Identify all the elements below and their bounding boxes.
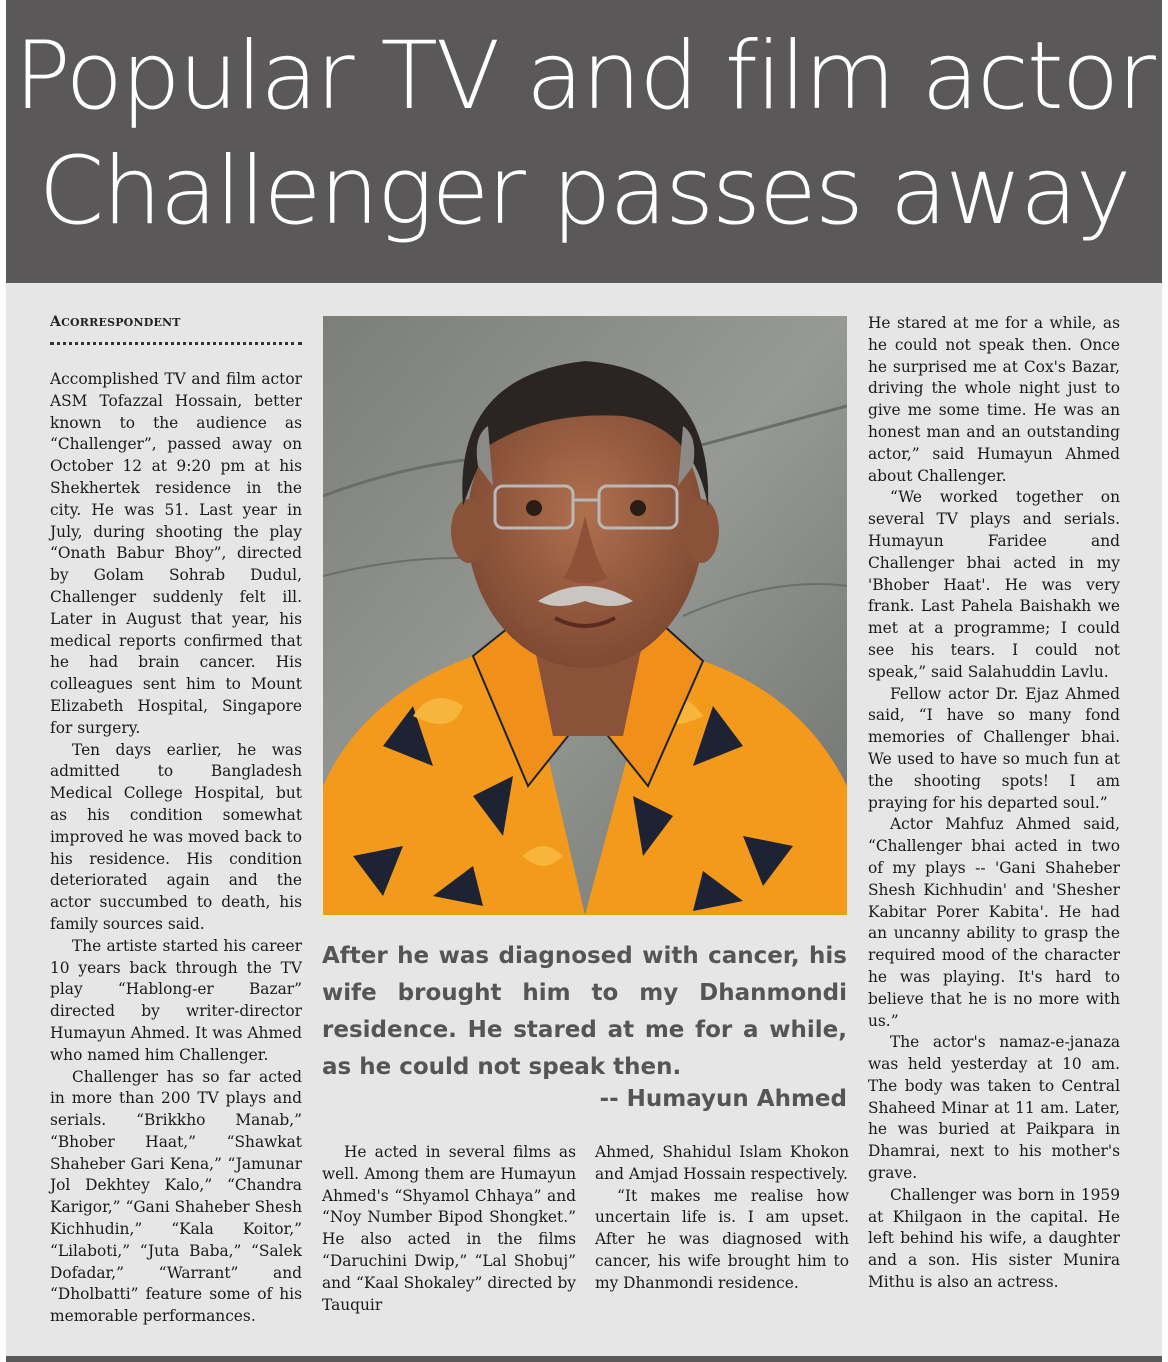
- headline-banner: [6, 0, 1162, 283]
- article-column-2: [322, 1142, 576, 1316]
- paragraph: Challenger was born in 1959 at Khilgaon in the capital. He left behind his wife, a daughter and a son. His sister Munira Mithu is also an actress.: [868, 1185, 1120, 1292]
- paragraph: Actor Mahfuz Ahmed said, “Challenger bhai acted in two of my plays -- 'Gani Shaheber Shesh Kichhudin' and 'Shesher Kabitar Porer Kabita'. He had an uncanny ability to grasp the required mood of the character he was playing. It's hard to believe that he is no more with us.”: [868, 815, 1120, 1030]
- paragraph: Challenger has so far acted in more than 200 TV plays and serials. “Brikkho Manab,” “Bhober Haat,” “Shawkat Shaheber Gari Kena,” “Jamunar Jol Dekhtey Kalo,” “Chandra Karigor,” “Gani Shaheber Shesh Kichhudin,” “Kala Koitor,” “Lilaboti,” “Juta Baba,” “Salek Dofadar,” “Warrant” and “Dholbatti” feature some of his memorable performances.: [50, 1067, 302, 1326]
- byline: [50, 314, 302, 330]
- pull-quote: After he was diagnosed with cancer, his wife brought him to my Dhanmondi residence. He stared at me for a while, as he could not speak then.: [322, 943, 847, 1080]
- paragraph: Ten days earlier, he was admitted to Bangladesh Medical College Hospital, but as his condition somewhat improved he was moved back to his residence. His condition deteriorated again and the actor succumbed to death, his family sources said.: [50, 740, 302, 933]
- paragraph: He stared at me for a while, as he could not speak then. Once he surprised me at Cox's Bazar, driving the whole night just to give me some time. He was an honest man and an outstanding actor,” said Humayun Ahmed about Challenger.: [868, 314, 1120, 485]
- byline-divider: [50, 342, 302, 345]
- actor-portrait-photo: [323, 316, 847, 915]
- newspaper-page: [6, 0, 1162, 1362]
- paragraph: “It makes me realise how uncertain life is. I am upset. After he was diagnosed with cancer, his wife brought him to my Dhanmondi residence.: [595, 1186, 849, 1292]
- headline-line-2: Challenger passes away: [38, 137, 1130, 246]
- paragraph: The artiste started his career 10 years back through the TV play “Hablong-er Bazar” directed by writer-director Humayun Ahmed. It was Ahmed who named him Challenger.: [50, 936, 302, 1064]
- pull-quote-attribution: -- Humayun Ahmed: [599, 1086, 847, 1112]
- portrait-illustration: [323, 316, 847, 915]
- paragraph: He acted in several films as well. Among them are Humayun Ahmed's “Shyamol Chhaya” and “Noy Number Bipod Shongket.” He also acted in the films “Daruchini Dwip,” “Lal Shobuj” and “Kaal Shokaley” directed by Tauquir: [322, 1143, 576, 1314]
- headline-line-1: Popular TV and film actor: [14, 22, 1154, 131]
- article-column-3: [595, 1142, 849, 1295]
- byline-initial: A: [50, 314, 62, 330]
- article-column-1: [50, 369, 302, 1328]
- byline-rest: CORRESPONDENT: [61, 316, 181, 329]
- paragraph: The actor's namaz-e-janaza was held yesterday at 10 am. The body was taken to Central Shaheed Minar at 11 am. Later, he was buried at Paikpara in Dhamrai, next to his mother's grave.: [868, 1033, 1120, 1183]
- paragraph: “We worked together on several TV plays and serials. Humayun Faridee and Challenger bhai acted in my 'Bhober Haat'. He was very frank. Last Pahela Baishakh we met at a programme; I could see his tears. I could not speak,” said Salahuddin Lavlu.: [868, 488, 1120, 681]
- paragraph: Ahmed, Shahidul Islam Khokon and Amjad Hossain respectively.: [595, 1143, 849, 1183]
- paragraph: Accomplished TV and film actor ASM Tofazzal Hossain, better known to the audience as “Challenger”, passed away on October 12 at 9:20 pm at his Shekhertek residence in the city. He was 51. Last year in July, during shooting the play “Onath Babur Bhoy”, directed by Golam Sohrab Dudul, Challenger suddenly felt ill. Later in August that year, his medical reports confirmed that he had brain cancer. His colleagues sent him to Mount Elizabeth Hospital, Singapore for surgery.: [50, 370, 302, 737]
- paragraph: Fellow actor Dr. Ejaz Ahmed said, “I have so many fond memories of Challenger bhai. We used to have so much fun at the shooting spots! I am praying for his departed soul.”: [868, 684, 1120, 812]
- bottom-rule: [6, 1356, 1162, 1362]
- article-column-4: [868, 313, 1120, 1294]
